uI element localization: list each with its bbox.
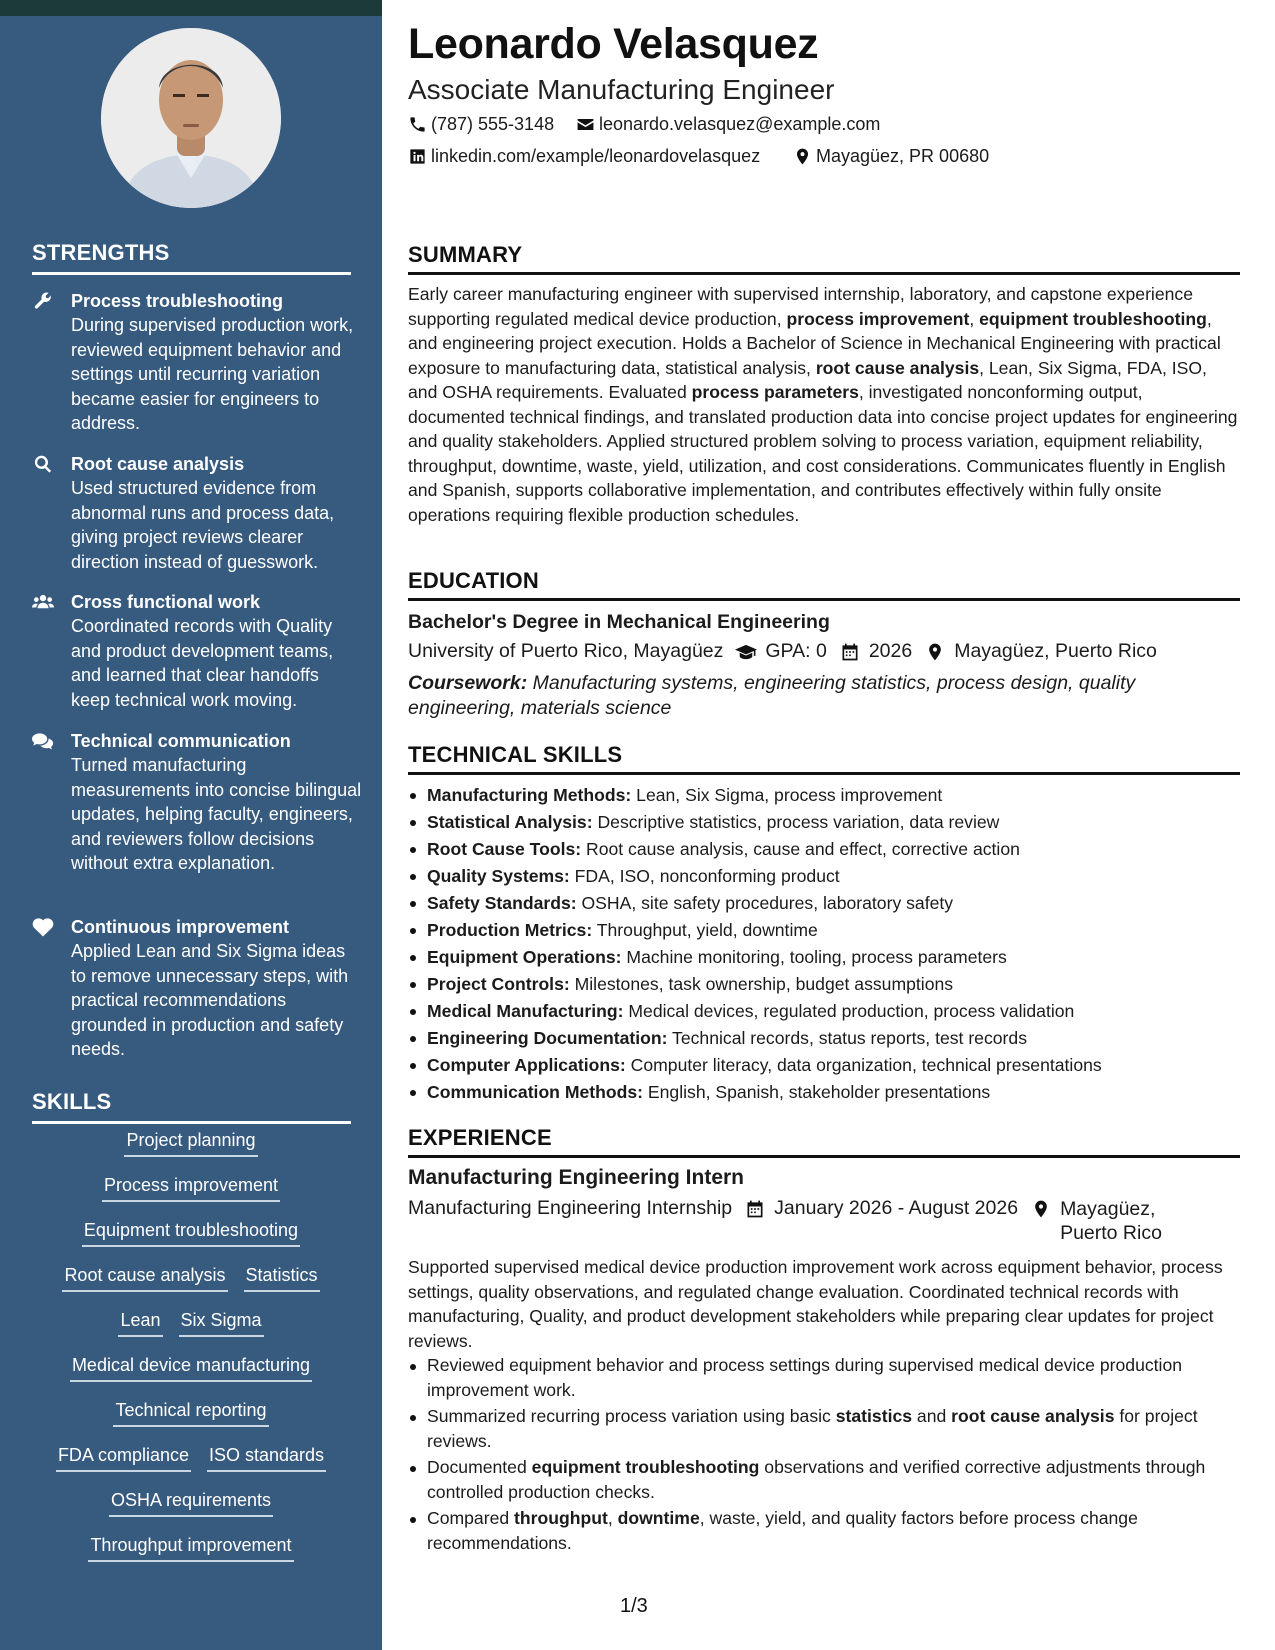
strength-title: Technical communication [71,731,291,751]
email-contact[interactable] [576,114,880,135]
skill-tag: Technical reporting [113,1398,268,1427]
experience-description: Supported supervised medical device production improvement work across equipment behavior, process settings, quality observations, and regulated change evaluation. Coordinated technical records with manufacturing, Quality, and product development stakeholders while preparing clear updates for project reviews. [408,1257,1223,1351]
technical-skill-value: Throughput, yield, downtime [592,920,818,940]
summary-text [408,282,1240,527]
experience-bullet [408,1353,1240,1402]
skill-row [32,1263,350,1308]
coursework-text: Manufacturing systems, engineering statistics, process design, quality engineering, materials science [408,672,1136,719]
technical-skill-item [408,890,1240,917]
calendar-icon [744,1199,766,1219]
users-icon [32,592,56,614]
skills-heading: SKILLS [32,1089,351,1124]
skill-row [32,1128,350,1173]
technical-skill-item [408,836,1240,863]
skill-row [32,1353,350,1398]
wrench-icon [32,291,56,313]
skill-tag: Medical device manufacturing [70,1353,312,1382]
experience-bullet-bold: statistics [835,1406,913,1426]
skill-tag: Project planning [124,1128,257,1157]
technical-skill-item [408,1079,1240,1106]
technical-skills-list [408,782,1240,1106]
technical-skill-label: Root Cause Tools: [427,839,582,859]
skill-tag: Throughput improvement [88,1533,293,1562]
experience-bullet-segment: Documented [427,1457,532,1477]
technical-skill-item [408,782,1240,809]
strength-description: Coordinated records with Quality and product development teams, and learned that clear handoffs keep technical work moving. [71,616,334,710]
technical-skill-value: Milestones, task ownership, budget assumptions [569,974,954,994]
skill-row [32,1173,350,1218]
technical-skill-item [408,863,1240,890]
skill-tag: FDA compliance [56,1443,191,1472]
experience-bullet-segment: Reviewed equipment behavior and process settings during supervised medical device production improvement work. [427,1355,1183,1400]
experience-role: Manufacturing Engineering Intern [408,1166,745,1189]
technical-skill-value: Computer literacy, data organization, technical presentations [625,1055,1102,1075]
experience-bullet [408,1455,1240,1504]
experience-dates: January 2026 - August 2026 [774,1197,1019,1219]
skill-row [32,1398,350,1443]
skill-row [32,1443,350,1488]
technical-skill-value: FDA, ISO, nonconforming product [569,866,840,886]
summary-text-bold: root cause analysis [815,357,980,378]
map-pin-icon [793,147,812,166]
gpa-text: GPA: 0 [765,640,827,662]
technical-skills-heading: TECHNICAL SKILLS [408,742,1240,775]
graduation-year: 2026 [868,640,913,662]
location-text: Mayagüez, PR 00680 [816,146,990,166]
job-title: Associate Manufacturing Engineer [408,74,835,105]
strength-title: Root cause analysis [71,454,245,474]
strength-description: Turned manufacturing measurements into concise bilingual updates, helping faculty, engineers, and reviewers follow decisions without extra explanation. [71,755,362,873]
skill-tag: Lean [118,1308,162,1337]
summary-text-segment: , [969,308,980,329]
experience-bullet-bold: throughput [514,1508,608,1528]
summary-heading: SUMMARY [408,242,1240,275]
technical-skill-label: Statistical Analysis: [427,812,593,832]
technical-skill-value: Machine monitoring, tooling, process parameters [621,947,1007,967]
strength-description: Applied Lean and Six Sigma ideas to remove unnecessary steps, with practical recommendations grounded in production and safety needs. [71,941,349,1059]
summary-text-bold: equipment troubleshooting [979,308,1207,329]
technical-skill-item [408,998,1240,1025]
skill-tag: OSHA requirements [109,1488,273,1517]
strength-description: Used structured evidence from abnormal runs and process data, giving project reviews clearer direction instead of guesswork. [71,478,335,572]
experience-bullet-segment: Summarized recurring process variation using basic [427,1406,836,1426]
experience-bullet-segment: observations and verified corrective adjustments through controlled production checks. [427,1457,1206,1502]
map-pin-icon [924,642,946,662]
email-link[interactable]: leonardo.velasquez@example.com [599,114,881,134]
phone-text: (787) 555-3148 [431,114,555,134]
experience-bullet-segment: for project reviews. [427,1406,1198,1451]
technical-skill-value: Technical records, status reports, test records [667,1028,1027,1048]
search-icon [32,454,56,476]
school-name: University of Puerto Rico, Mayagüez [408,640,724,662]
profile-photo [101,28,281,208]
technical-skill-label: Manufacturing Methods: [427,785,632,805]
technical-skill-value: Descriptive statistics, process variation, data review [592,812,1000,832]
skill-tag: Root cause analysis [62,1263,227,1292]
education-location: Mayagüez, Puerto Rico [954,640,1157,662]
location-contact [793,146,989,167]
technical-skill-value: OSHA, site safety procedures, laboratory safety [576,893,954,913]
education-heading: EDUCATION [408,568,1240,601]
strengths-heading: STRENGTHS [32,240,351,275]
phone-contact [408,114,554,135]
strength-description: During supervised production work, reviewed equipment behavior and settings until recurring variation became easier for engineers to address. [71,315,354,433]
technical-skill-label: Production Metrics: [427,920,593,940]
education-details [408,640,1157,663]
experience-location-line1: Mayagüez, [1060,1198,1156,1220]
summary-text-segment: , Lean, Six Sigma, FDA, ISO, and OSHA requirements. Evaluated [408,357,1207,402]
skill-tag: Six Sigma [179,1308,264,1337]
technical-skill-value: Lean, Six Sigma, process improvement [631,785,943,805]
technical-skill-item [408,917,1240,944]
experience-heading: EXPERIENCE [408,1125,1240,1158]
technical-skill-value: Medical devices, regulated production, process validation [623,1001,1075,1021]
experience-bullet-segment: , [607,1508,618,1528]
experience-location-line2: Puerto Rico [1060,1222,1162,1244]
strength-title: Process troubleshooting [71,291,284,311]
strength-title: Continuous improvement [71,917,290,937]
technical-skill-label: Communication Methods: [427,1082,644,1102]
skill-tag: Process improvement [102,1173,280,1202]
technical-skill-value: Root cause analysis, cause and effect, corrective action [581,839,1020,859]
skill-tag: Statistics [244,1263,320,1292]
envelope-icon [576,115,595,134]
sidebar [0,0,382,1650]
experience-bullet-segment: and [912,1406,952,1426]
technical-skill-item [408,1052,1240,1079]
skill-row [32,1308,350,1353]
sidebar-top-bar [0,0,382,16]
summary-text-segment: Early career manufacturing engineer with supervised internship, laboratory, and capstone experience supporting regulated medical device production, [408,284,1193,329]
map-pin-icon [1030,1199,1052,1219]
experience-bullet-bold: root cause analysis [951,1406,1115,1426]
strength-title: Cross functional work [71,592,261,612]
experience-location [1060,1197,1162,1245]
heart-icon [32,917,56,939]
graduation-cap-icon [735,642,757,662]
technical-skill-label: Medical Manufacturing: [427,1001,624,1021]
skill-tag: Equipment troubleshooting [82,1218,300,1247]
phone-icon [408,115,427,134]
experience-bullets [408,1353,1240,1557]
technical-skill-label: Equipment Operations: [427,947,622,967]
experience-bullet [408,1404,1240,1453]
calendar-icon [839,642,861,662]
experience-bullet [408,1506,1240,1555]
experience-bullet-segment: Compared [427,1508,515,1528]
technical-skill-label: Engineering Documentation: [427,1028,668,1048]
technical-skill-item [408,971,1240,998]
linkedin-contact[interactable] [408,146,760,167]
skills-list [32,1128,350,1578]
coursework-label: Coursework: [408,672,528,694]
strength-item [32,452,362,574]
skill-row [32,1488,350,1533]
skill-row [32,1533,350,1578]
technical-skill-label: Safety Standards: [427,893,577,913]
degree-title: Bachelor's Degree in Mechanical Engineering [408,611,830,633]
linkedin-icon [408,147,427,166]
technical-skill-item [408,944,1240,971]
experience-details [408,1197,1162,1245]
technical-skill-item [408,809,1240,836]
strength-item [32,915,362,1062]
strength-item [32,289,362,436]
summary-text-segment: , investigated nonconforming output, documented technical findings, and translated production data into concise project updates for engineering and quality stakeholders. Applied structured problem solving to process variation, equipment reliability, throughput, downtime, waste, yield, utilization, and cost considerations. Communicates fluently in English and Spanish, supports collaborative implementation, and contributes effectively within fully onsite operations requiring flexible production schedules. [408,382,1238,525]
candidate-name: Leonardo Velasquez [408,20,819,68]
technical-skill-label: Computer Applications: [427,1055,626,1075]
profile-photo-illustration [101,28,281,208]
strength-item [32,590,362,712]
skill-row [32,1218,350,1263]
technical-skill-label: Quality Systems: [427,866,570,886]
technical-skill-item [408,1025,1240,1052]
technical-skill-value: English, Spanish, stakeholder presentations [643,1082,991,1102]
technical-skill-label: Project Controls: [427,974,570,994]
experience-bullet-segment: , waste, yield, and quality factors before process change recommendations. [427,1508,1138,1553]
strength-item [32,729,362,876]
skill-tag: ISO standards [207,1443,326,1472]
comments-icon [32,731,56,753]
page-number: 1/3 [620,1595,648,1617]
experience-bullet-bold: downtime [617,1508,700,1528]
company-name: Manufacturing Engineering Internship [408,1197,733,1219]
experience-bullet-bold: equipment troubleshooting [531,1457,760,1477]
summary-text-bold: process improvement [786,308,970,329]
summary-text-bold: process parameters [691,382,859,402]
summary-text-segment: , and engineering project execution. Holds a Bachelor of Science in Mechanical Engineering with practical exposure to manufacturing data, statistical analysis, [408,308,1221,378]
coursework [408,671,1240,720]
linkedin-link[interactable]: linkedin.com/example/leonardovelasquez [431,146,761,166]
